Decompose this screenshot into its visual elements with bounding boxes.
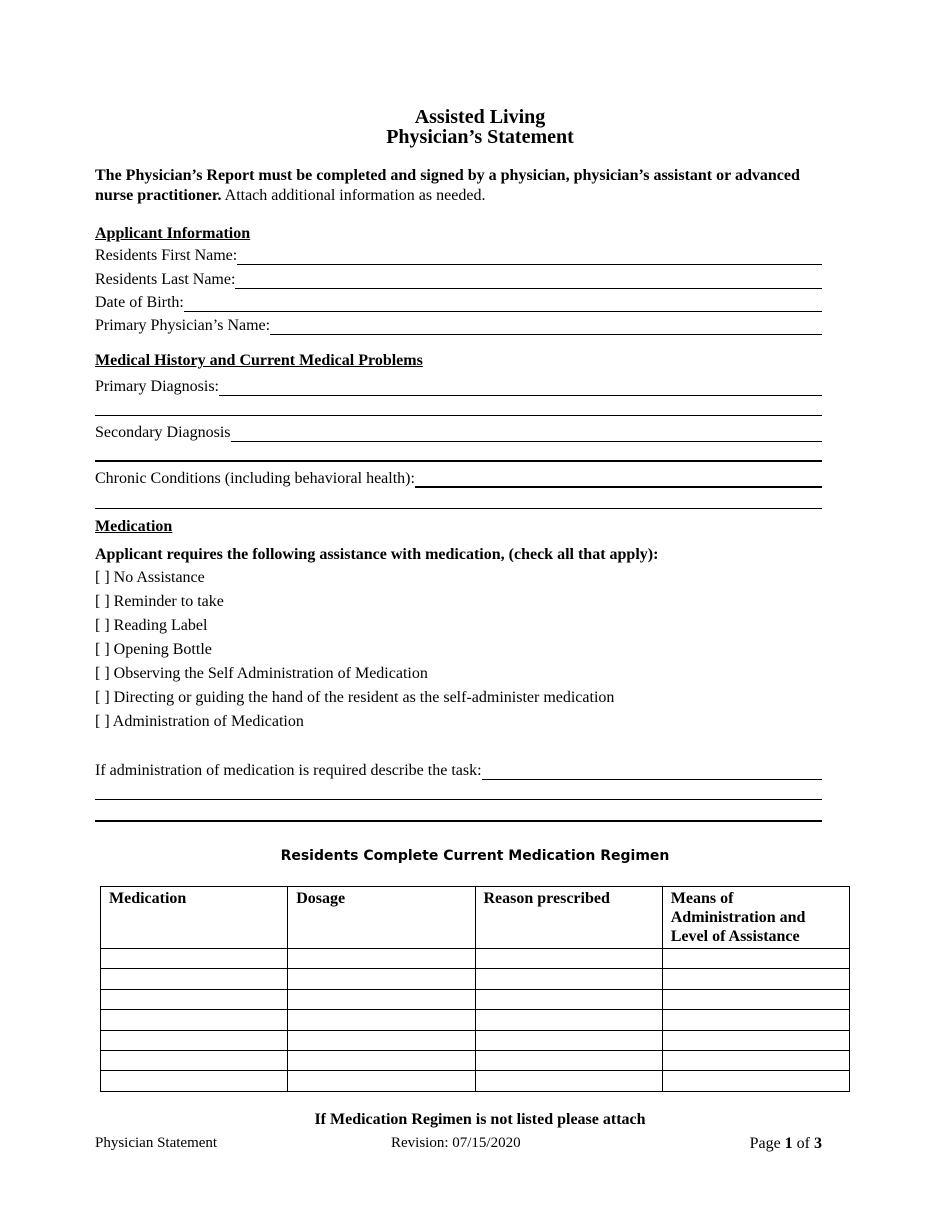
describe-task-extra-line-2[interactable] <box>95 820 822 822</box>
table-row <box>101 1010 850 1030</box>
table-cell[interactable] <box>288 969 475 989</box>
table-row <box>101 949 850 969</box>
table-cell[interactable] <box>475 1050 662 1070</box>
form-title-line2: Physician’s Statement <box>386 126 574 148</box>
primary-diagnosis-input-line[interactable] <box>219 380 822 396</box>
option-label: Opening Bottle <box>109 641 212 658</box>
column-header-reason: Reason prescribed <box>475 887 662 949</box>
table-cell[interactable] <box>101 1050 288 1070</box>
table-cell[interactable] <box>288 1010 475 1030</box>
table-cell[interactable] <box>662 1010 849 1030</box>
table-row <box>101 989 850 1009</box>
regimen-table-title: Residents Complete Current Medication Regimen <box>280 848 670 864</box>
table-cell[interactable] <box>475 949 662 969</box>
checkbox[interactable]: [ ] <box>95 617 110 634</box>
first-name-field[interactable] <box>95 245 822 265</box>
table-row <box>101 1071 850 1091</box>
option-label: No Assistance <box>109 569 205 586</box>
page-current: 1 <box>784 1135 793 1152</box>
table-cell[interactable] <box>288 989 475 1009</box>
footer-document-name: Physician Statement <box>95 1135 218 1151</box>
checkbox[interactable]: [ ] <box>95 665 110 682</box>
table-row <box>101 969 850 989</box>
table-cell[interactable] <box>101 1071 288 1091</box>
footer-page-number <box>750 1135 822 1153</box>
physician-name-field[interactable] <box>95 315 822 335</box>
table-cell[interactable] <box>662 949 849 969</box>
secondary-diagnosis-extra-line[interactable] <box>95 460 822 462</box>
table-cell[interactable] <box>475 1030 662 1050</box>
option-label: Reading Label <box>109 617 208 634</box>
applicant-info-heading: Applicant Information <box>95 225 251 242</box>
table-cell[interactable] <box>662 1050 849 1070</box>
intro-bold-text: The Physician’s Report must be completed and signed by a physician, physician’s assistant or advanced nurse practitioner. <box>95 167 800 204</box>
checkbox[interactable]: [ ] <box>95 593 110 610</box>
medication-regimen-table <box>100 886 850 1092</box>
table-row <box>101 1050 850 1070</box>
form-title-line1: Assisted Living <box>414 106 546 128</box>
checkbox[interactable]: [ ] <box>95 569 110 586</box>
table-cell[interactable] <box>475 989 662 1009</box>
option-administration-of-medication[interactable] <box>95 713 304 731</box>
table-cell[interactable] <box>475 1071 662 1091</box>
option-reminder-to-take[interactable] <box>95 593 224 611</box>
table-header-row <box>101 887 850 949</box>
describe-task-label: If administration of medication is required describe the task: <box>95 762 482 779</box>
option-directing-guiding-hand[interactable] <box>95 689 614 707</box>
intro-normal-text: Attach additional information as needed. <box>221 187 486 204</box>
primary-diagnosis-field[interactable] <box>95 376 822 396</box>
table-row <box>101 1030 850 1050</box>
chronic-conditions-input-line[interactable] <box>415 471 822 488</box>
table-cell[interactable] <box>101 969 288 989</box>
checkbox[interactable]: [ ] <box>95 713 110 730</box>
last-name-label: Residents Last Name: <box>95 271 236 288</box>
table-cell[interactable] <box>475 969 662 989</box>
page-of: of <box>792 1135 814 1152</box>
describe-task-extra-line-1[interactable] <box>95 799 822 800</box>
checkbox[interactable]: [ ] <box>95 641 110 658</box>
medical-history-heading: Medical History and Current Medical Problems <box>95 352 423 369</box>
chronic-conditions-extra-line[interactable] <box>95 508 822 509</box>
table-cell[interactable] <box>101 989 288 1009</box>
last-name-field[interactable] <box>95 269 822 289</box>
page-total: 3 <box>814 1135 822 1152</box>
table-cell[interactable] <box>288 1071 475 1091</box>
option-label: Reminder to take <box>109 593 224 610</box>
footer-revision: Revision: 07/15/2020 <box>391 1135 521 1151</box>
attach-note: If Medication Regimen is not listed please attach <box>314 1111 646 1128</box>
column-header-medication: Medication <box>101 887 288 949</box>
dob-field[interactable] <box>95 292 822 312</box>
table-cell[interactable] <box>662 989 849 1009</box>
table-cell[interactable] <box>288 949 475 969</box>
physician-name-label: Primary Physician’s Name: <box>95 317 271 334</box>
chronic-conditions-label: Chronic Conditions (including behavioral health): <box>95 470 415 487</box>
secondary-diagnosis-label: Secondary Diagnosis <box>95 424 231 441</box>
secondary-diagnosis-field[interactable] <box>95 422 822 442</box>
page-prefix: Page <box>749 1135 785 1152</box>
chronic-conditions-field[interactable] <box>95 468 822 488</box>
last-name-input-line[interactable] <box>235 273 822 289</box>
option-opening-bottle[interactable] <box>95 641 212 659</box>
table-cell[interactable] <box>101 1030 288 1050</box>
dob-label: Date of Birth: <box>95 294 184 311</box>
option-no-assistance[interactable] <box>95 569 205 587</box>
option-label: Observing the Self Administration of Medication <box>109 665 428 682</box>
intro-paragraph <box>95 166 822 206</box>
first-name-input-line[interactable] <box>237 249 822 265</box>
table-cell[interactable] <box>662 1071 849 1091</box>
column-header-dosage: Dosage <box>288 887 475 949</box>
table-cell[interactable] <box>101 1010 288 1030</box>
first-name-label: Residents First Name: <box>95 247 238 264</box>
column-header-means: Means of Administration and Level of Assistance <box>662 887 849 949</box>
table-cell[interactable] <box>662 1030 849 1050</box>
table-cell[interactable] <box>662 969 849 989</box>
option-label: Administration of Medication <box>109 713 304 730</box>
secondary-diagnosis-input-line[interactable] <box>231 426 822 442</box>
table-cell[interactable] <box>288 1030 475 1050</box>
primary-diagnosis-extra-line[interactable] <box>95 415 822 416</box>
table-cell[interactable] <box>101 949 288 969</box>
table-cell[interactable] <box>288 1050 475 1070</box>
medication-instruction: Applicant requires the following assistance with medication, (check all that apply): <box>95 546 659 563</box>
describe-task-field[interactable] <box>95 760 822 780</box>
checkbox[interactable]: [ ] <box>95 689 110 706</box>
describe-task-input-line[interactable] <box>482 764 822 780</box>
dob-input-line[interactable] <box>184 296 822 312</box>
medication-heading: Medication <box>95 518 173 535</box>
primary-diagnosis-label: Primary Diagnosis: <box>95 378 219 395</box>
option-reading-label[interactable] <box>95 617 207 635</box>
physician-name-input-line[interactable] <box>270 319 822 335</box>
option-label: Directing or guiding the hand of the resident as the self-administer medication <box>109 689 615 706</box>
option-observing-self-administration[interactable] <box>95 665 428 683</box>
form-page <box>95 0 822 1230</box>
table-cell[interactable] <box>475 1010 662 1030</box>
